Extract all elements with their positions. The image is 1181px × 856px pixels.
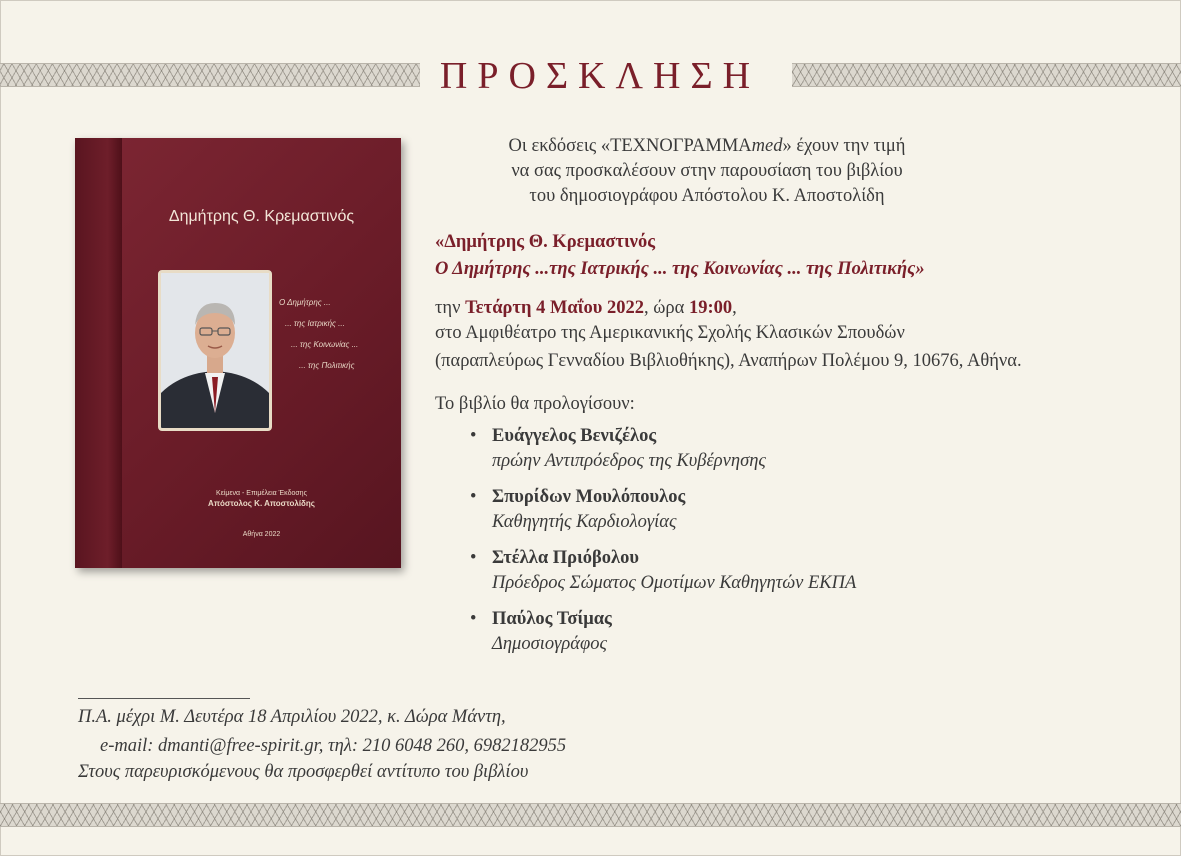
cover-year: Αθήνα 2022 (242, 531, 281, 538)
decorative-band-bottom (0, 803, 1181, 827)
bullet: • (470, 548, 477, 568)
decorative-band-top-right (792, 63, 1181, 87)
cover-line: ... της Πολιτικής (299, 361, 355, 370)
author-photo (158, 270, 272, 431)
event-datetime (435, 296, 737, 320)
speaker-name: Παύλος Τσίμας (492, 609, 612, 629)
cover-line: ... της Ιατρικής ... (285, 319, 345, 328)
speaker-name: Ευάγγελος Βενιζέλος (492, 426, 657, 446)
footer-gift-note: Στους παρευρισκόμενους θα προσφερθεί αντίτυπο του βιβλίου (78, 762, 529, 782)
cover-credit (122, 490, 401, 508)
speaker-item (470, 424, 856, 473)
event-venue: στο Αμφιθέατρο της Αμερικανικής Σχολής Κλασικών Σπουδών (435, 323, 905, 343)
speaker-item (470, 546, 856, 595)
cover-subtitle-lines (275, 298, 385, 382)
event-time: 19:00 (688, 298, 733, 318)
footer-contact: e-mail: dmanti@free-spirit.gr, τηλ: 210 6048 260, 6982182955 (100, 736, 567, 756)
event-post: , (732, 298, 737, 318)
book-title-line-1: «Δημήτρης Θ. Κρεμαστινός (435, 232, 656, 252)
event-pre: την (435, 298, 466, 318)
decorative-band-top-left (0, 63, 420, 87)
speaker-name: Σπυρίδων Μουλόπουλος (492, 487, 686, 507)
event-address: (παραπλεύρως Γενναδίου Βιβλιοθήκης), Αναπήρων Πολέμου 9, 10676, Αθήνα. (435, 351, 1022, 371)
cover-credit-name: Απόστολος Κ. Αποστολίδης (208, 499, 315, 508)
book-cover (75, 138, 401, 568)
cover-credit-label: Κείμενα - Επιμέλεια Έκδοσης (216, 490, 307, 497)
speaker-item (470, 485, 856, 534)
bullet: • (470, 487, 477, 507)
intro-line-1-end: » έχουν την τιμή (782, 136, 906, 156)
speaker-role: Δημοσιογράφος (492, 633, 607, 654)
bullet: • (470, 609, 477, 629)
bullet: • (470, 426, 477, 446)
event-mid: , ώρα (643, 298, 689, 318)
page-title: ΠΡΟΣΚΛΗΣΗ (439, 55, 761, 97)
intro-publisher-med: med (751, 136, 783, 156)
intro-line-1 (417, 134, 997, 158)
intro-line-3: του δημοσιογράφου Απόστολου Κ. Αποστολίδη (529, 186, 885, 206)
speaker-role: πρώην Αντιπρόεδρος της Κυβέρνησης (492, 450, 766, 471)
speakers-list (470, 424, 856, 668)
footer-rsvp: Π.Α. μέχρι Μ. Δευτέρα 18 Απριλίου 2022, κ. Δώρα Μάντη, (78, 707, 506, 727)
event-date: Τετάρτη 4 Μαΐου 2022 (465, 298, 644, 318)
intro-publisher: Οι εκδόσεις «ΤΕΧΝΟΓΡΑΜΜΑ (508, 136, 752, 156)
speaker-item (470, 607, 856, 656)
speaker-role: Καθηγητής Καρδιολογίας (492, 511, 677, 532)
speaker-name: Στέλλα Πριόβολου (492, 548, 639, 568)
book-spine (75, 138, 122, 568)
cover-line: Ο Δημήτρης ... (279, 298, 331, 307)
speaker-role: Πρόεδρος Σώματος Ομοτίμων Καθηγητών ΕΚΠΑ (492, 572, 857, 593)
speakers-intro: Το βιβλίο θα προλογίσουν: (435, 394, 635, 414)
intro-line-2: να σας προσκαλέσουν στην παρουσίαση του βιβλίου (511, 161, 903, 181)
book-title-line-2: Ο Δημήτρης ...της Ιατρικής ... της Κοινωνίας ... της Πολιτικής» (435, 259, 925, 279)
footnote-rule (78, 698, 250, 699)
cover-line: ... της Κοινωνίας ... (291, 340, 359, 349)
cover-author: Δημήτρης Θ. Κρεμαστινός (168, 208, 355, 225)
